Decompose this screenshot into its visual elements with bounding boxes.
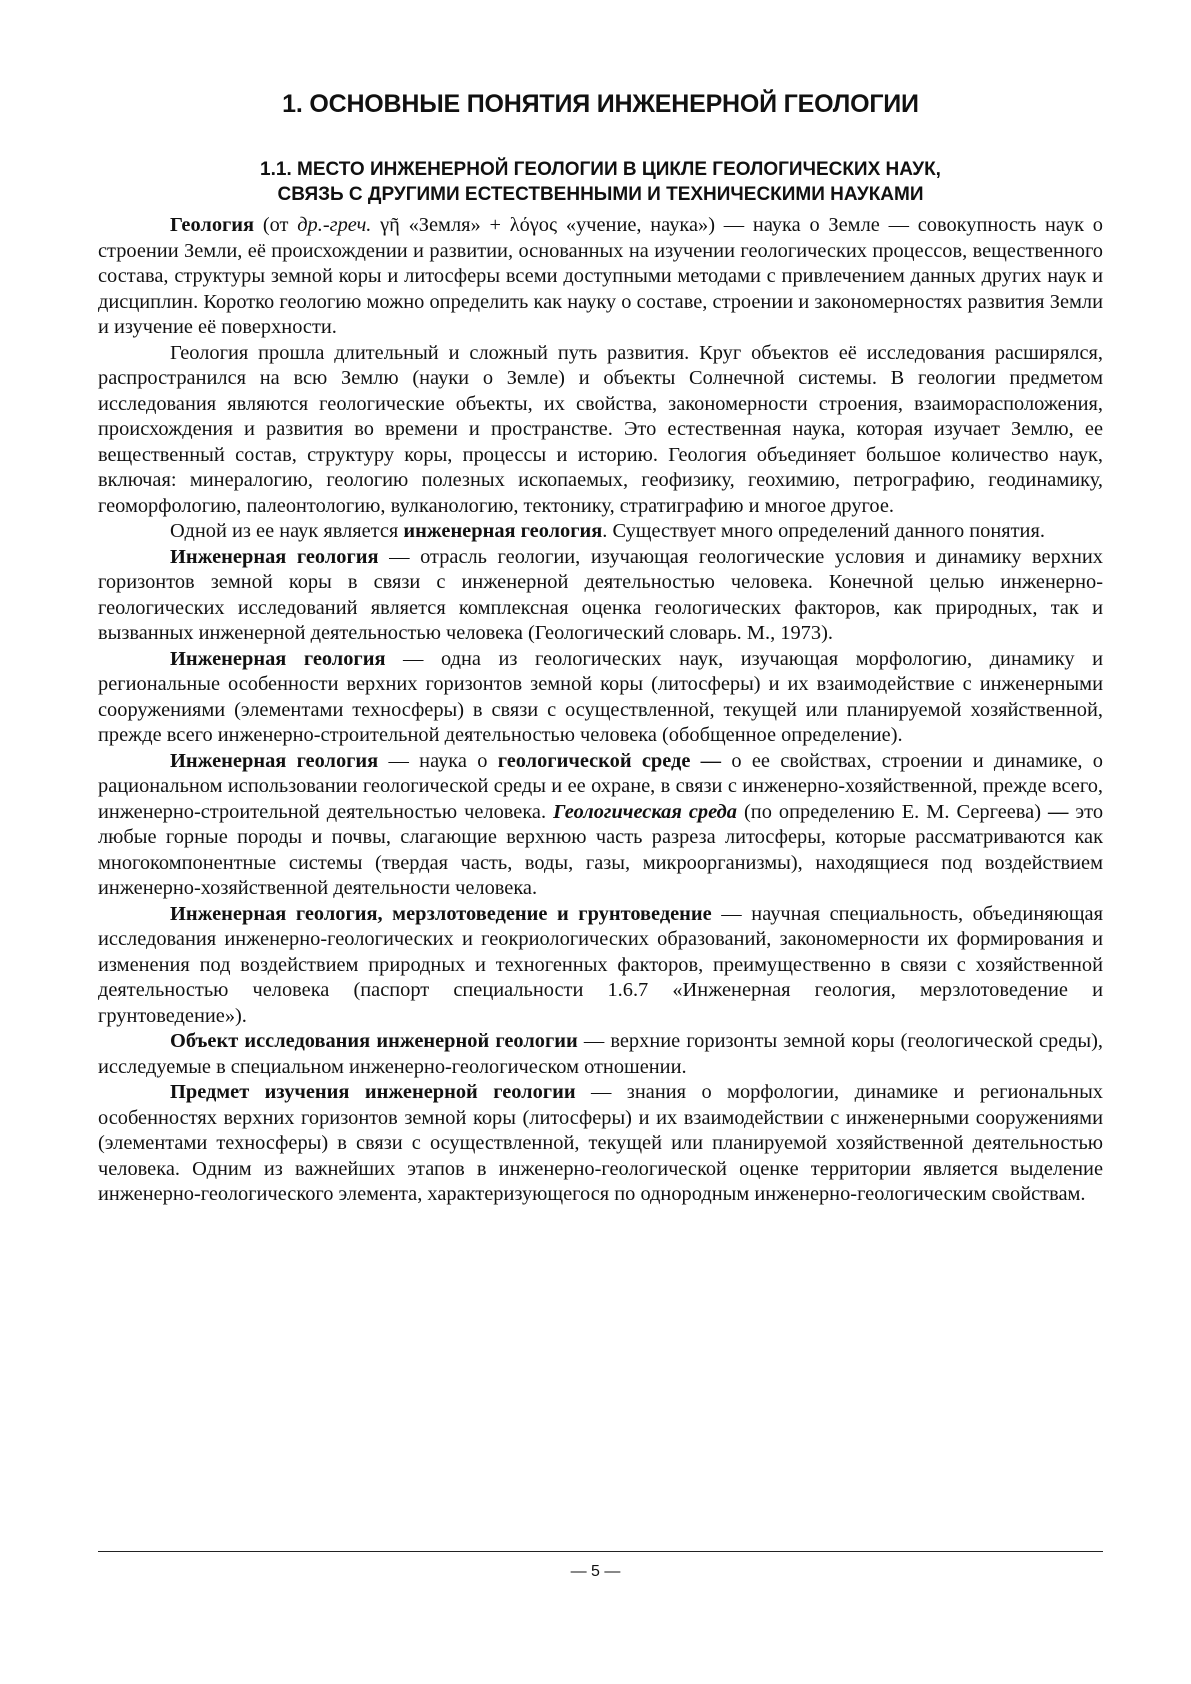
section-title — [98, 157, 1103, 207]
section-title-line-1: 1.1. МЕСТО ИНЖЕНЕРНОЙ ГЕОЛОГИИ В ЦИКЛЕ ГЕОЛОГИЧЕСКИХ НАУК, — [260, 159, 941, 180]
paragraph — [98, 519, 1103, 545]
text-run: — знания о морфологии, динамике и региональных особенностях верхних горизонтов земной коры (литосферы) и их взаимодействии с инженерными сооружениями (элементами техносферы) в связи с осуществленной, текущей или планируемой хозяйственной деятельностью человека. Одним из важнейших этапов в инженерно-геологической оценке территории является выделение инженерно-геологического элемента, характеризующегося по однородным инженерно-геологическим свойствам. — [98, 1081, 1103, 1205]
text-run: (по определению Е. М. Сергеева) — [736, 800, 1049, 823]
bold-term: — — [1048, 800, 1069, 823]
text-run: — наука о — [378, 749, 498, 772]
text-run: о ее свойствах, строении и динамике, о рациональном использовании геологической среды и ее охране, в связи с инженерно-хозяйственной, прежде всего, инженерно-строительной деятельностью человека. — [98, 749, 1103, 823]
text-run: — отрасль геологии, изучающая геологические условия и динамику верхних горизонтов земной коры в связи с инженерной деятельностью человека. Конечной целью инженерно-геологических исследований является комплексная оценка геологических факторов, как природных, так и вызванных инженерной деятельностью человека (Геологический словарь. М., 1973). — [98, 545, 1103, 644]
body-text — [98, 213, 1103, 1208]
bold-term: инженерная геология — [403, 520, 603, 542]
paragraph — [98, 545, 1103, 647]
page-number: — 5 — — [570, 1563, 621, 1580]
paragraph — [98, 1080, 1103, 1208]
paragraph — [98, 647, 1103, 749]
text-run: γῆ «Земля» + λόγος «учение, наука») — наука о Земле — совокупность наук о строении Земли, её происхождении и развитии, основанных на изучении геологических процессов, вещественного состава, структуры земной коры и литосферы всеми доступными методами с привлечением данных других наук и дисциплин. Коротко геологию можно определить как науку о составе, строении и закономерностях развития Земли и изучение её поверхности. — [98, 214, 1103, 338]
paragraph — [98, 1029, 1103, 1080]
chapter-title: 1. ОСНОВНЫЕ ПОНЯТИЯ ИНЖЕНЕРНОЙ ГЕОЛОГИИ — [282, 90, 919, 118]
text-run: — верхние горизонты земной коры (геологической среды), исследуемые в специальном инженерно-геологическом отношении. — [98, 1030, 1103, 1078]
bold-term: Инженерная геология — [170, 749, 379, 772]
bold-term: Инженерная геология — [170, 647, 386, 670]
bold-term: Геология — [170, 214, 255, 236]
text-run: Геология прошла длительный и сложный путь развития. Круг объектов её исследования расширялся, распространился на всю Землю (науки о Земле) и объекты Солнечной системы. В геологии предметом исследования являются геологические объекты, их свойства, закономерности строения, взаиморасположения, происхождения и развития во времени и пространстве. Это естественная наука, которая изучает Землю, ее вещественный состав, структуру коры, процессы и историю. Геология объединяет большое количество наук, включая: минералогию, геологию полезных ископаемых, геофизику, геохимию, петрографию, геодинамику, геоморфологию, палеонтологию, вулканологию, тектонику, стратиграфию и многое другое. — [98, 341, 1103, 517]
page-content — [98, 90, 1103, 1208]
footer-divider — [98, 1551, 1103, 1552]
bold-term: Предмет изучения инженерной геологии — [170, 1081, 576, 1103]
section-title-line-2: СВЯЗЬ С ДРУГИМИ ЕСТЕСТВЕННЫМИ И ТЕХНИЧЕСКИМИ НАУКАМИ — [277, 184, 924, 205]
bold-term: Инженерная геология — [170, 545, 379, 568]
text-run: Одной из ее наук является — [170, 520, 404, 542]
italic-text: др.-греч. — [297, 214, 372, 236]
text-run: — научная специальность, объединяющая исследования инженерно-геологических и геокриологических образований, закономерности их формирования и изменения под воздействием природных и техногенных факторов, преимущественно в связи с хозяйственной деятельностью человека (паспорт специальности 1.6.7 «Инженерная геология, мерзлотоведение и грунтоведение»). — [98, 902, 1103, 1027]
paragraph — [98, 749, 1103, 902]
paragraph — [98, 902, 1103, 1030]
text-run: — одна из геологических наук, изучающая морфологию, динамику и региональные особенности верхних горизонтов земной коры (литосферы) и их взаимодействие с инженерными сооружениями (элементами техносферы) в связи с осуществленной, текущей или планируемой хозяйственной, прежде всего инженерно-строительной деятельностью человека (обобщенное определение). — [98, 647, 1103, 746]
bold-term: Инженерная геология, мерзлотоведение и грунтоведение — [170, 902, 712, 925]
bold-term: Геологическая среда — [553, 800, 737, 823]
text-run: . Существует много определений данного понятия. — [602, 520, 1045, 542]
bold-term: геологической среде — — [497, 749, 722, 772]
text-run: (от — [254, 214, 298, 236]
text-run: это любые горные породы и почвы, слагающие верхнюю часть разреза литосферы, которые рассматриваются как многокомпонентные системы (твердая часть, воды, газы, микроорганизмы), находящиеся под воздействием инженерно-хозяйственной деятельности человека. — [98, 800, 1104, 899]
bold-term: Объект исследования инженерной геологии — [170, 1030, 578, 1052]
paragraph — [98, 213, 1103, 341]
paragraph — [98, 341, 1103, 520]
